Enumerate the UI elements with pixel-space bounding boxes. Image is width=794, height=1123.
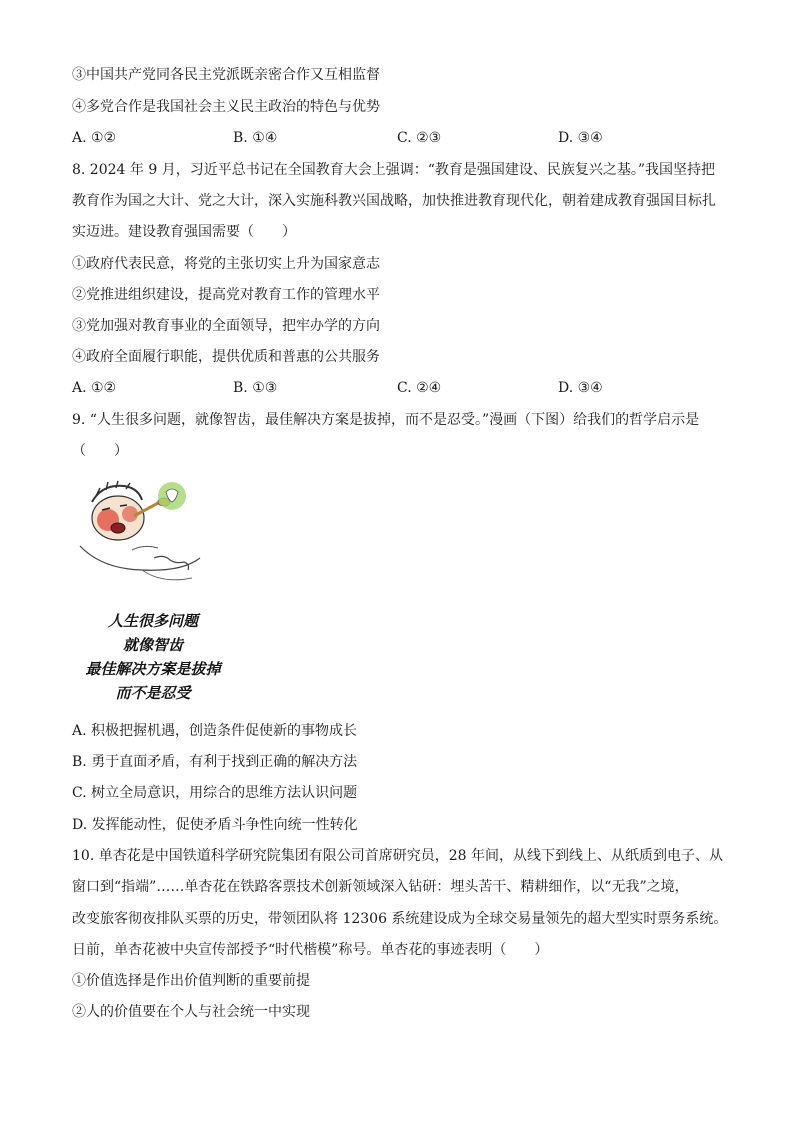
q7-option-b: B. ①④ — [233, 130, 278, 146]
q9-stem-line-2: （ ） — [72, 443, 128, 459]
q9-option-d: D. 发挥能动性，促使矛盾斗争性向统一性转化 — [72, 817, 358, 833]
comic-caption-line-2: 就像智齿 — [122, 636, 183, 654]
q10-statement-1: ①价值选择是作出价值判断的重要前提 — [72, 973, 310, 989]
q8-stem-line-2: 教育作为国之大计、党之大计，深入实施科教兴国战略，加快推进教育现代化，朝着建成教育强国目标扎 — [72, 193, 716, 209]
q7-option-a: A. ①② — [72, 130, 117, 146]
comic-caption-line-1: 人生很多问题 — [107, 612, 198, 630]
q8-stem-line-3: 实迈进。建设教育强国需要（ ） — [72, 224, 296, 240]
q8-statement-3: ③党加强对教育事业的全面领导，把牢办学的方向 — [72, 318, 380, 334]
q8-statement-1: ①政府代表民意，将党的主张切实上升为国家意志 — [72, 256, 380, 272]
q10-stem-line-2: 窗口到“指端”……单杏花在铁路客票技术创新领域深入钻研：埋头苦干、精耕细作，以“无我”之境， — [72, 879, 689, 895]
q8-option-b: B. ①③ — [233, 380, 278, 396]
q10-statement-2: ②人的价值要在个人与社会统一中实现 — [72, 1004, 310, 1020]
q8-option-c: C. ②④ — [397, 380, 442, 396]
q9-option-a: A. 积极把握机遇，创造条件促使新的事物成长 — [72, 723, 358, 739]
q9-option-c: C. 树立全局意识，用综合的思维方法认识问题 — [72, 785, 358, 801]
q10-stem-line-1: 10. 单杏花是中国铁道科学研究院集团有限公司首席研究员，28 年间，从线下到线上、从纸质到电子、从 — [72, 848, 723, 864]
q8-stem-line-1: 8. 2024 年 9 月，习近平总书记在全国教育大会上强调：“教育是强国建设、民族复兴之基。”我国坚持把 — [72, 162, 716, 178]
q7-option-d: D. ③④ — [558, 130, 603, 146]
q7-statement-4: ④多党合作是我国社会主义民主政治的特色与优势 — [72, 99, 380, 115]
q9-stem-line-1: 9. “人生很多问题，就像智齿，最佳解决方案是拔掉，而不是忍受。”漫画（下图）给我们的哲学启示是 — [72, 412, 700, 428]
q7-option-c: C. ②③ — [397, 130, 442, 146]
q7-statement-3: ③中国共产党同各民主党派既亲密合作又互相监督 — [72, 67, 380, 83]
q8-statement-2: ②党推进组织建设，提高党对教育工作的管理水平 — [72, 287, 380, 303]
q8-option-d: D. ③④ — [558, 380, 603, 396]
q10-stem-line-4: 日前，单杏花被中央宣传部授予“时代楷模”称号。单杏花的事迹表明（ ） — [72, 942, 549, 958]
comic-caption-line-4: 而不是忍受 — [115, 684, 191, 702]
comic-caption-line-3: 最佳解决方案是拔掉 — [85, 660, 221, 678]
q8-statement-4: ④政府全面履行职能，提供优质和普惠的公共服务 — [72, 349, 380, 365]
q7-options — [72, 128, 732, 148]
q8-option-a: A. ①② — [72, 380, 117, 396]
q10-stem-line-3: 改变旅客彻夜排队买票的历史，带领团队将 12306 系统建设成为全球交易量领先的超大型实时票务系统。 — [72, 911, 728, 927]
q9-option-b: B. 勇于直面矛盾，有利于找到正确的解决方法 — [72, 754, 358, 770]
q8-options — [72, 378, 732, 398]
